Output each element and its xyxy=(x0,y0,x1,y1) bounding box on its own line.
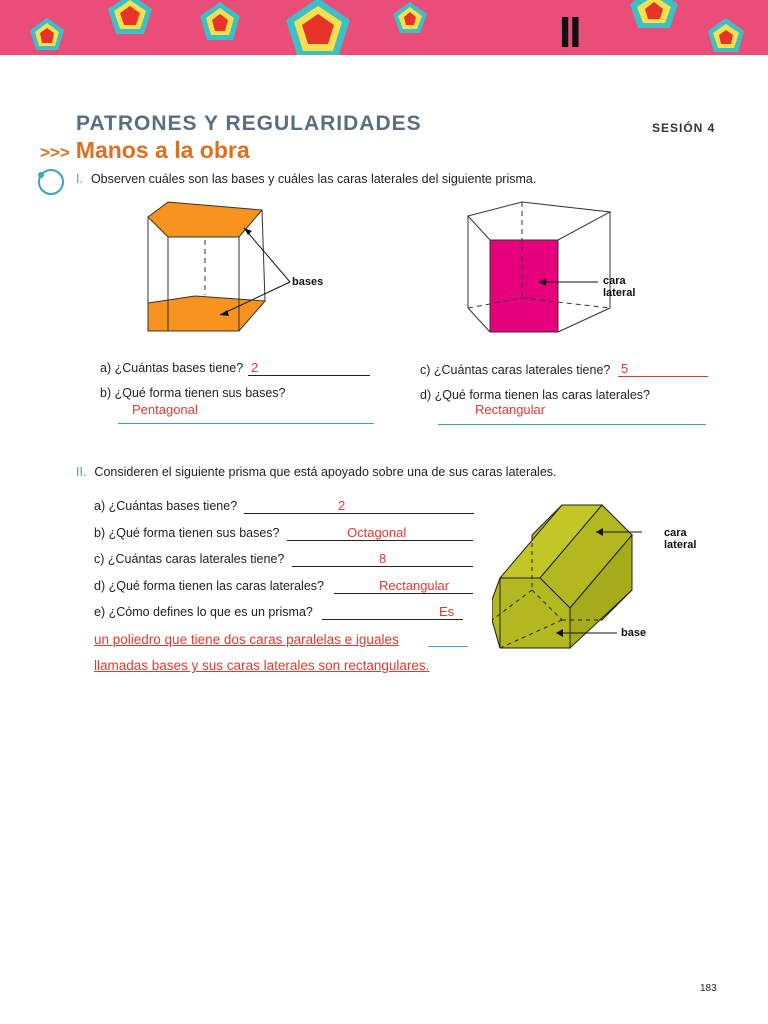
s2-answer-line-e1-tail xyxy=(428,646,468,647)
s2-answer-d[interactable]: Rectangular xyxy=(379,578,450,593)
subtitle-text: Manos a la obra xyxy=(75,137,250,163)
s2-answer-b[interactable]: Octagonal xyxy=(347,525,407,540)
s2-question-d: d) ¿Qué forma tienen las caras laterales? xyxy=(94,579,324,593)
pentagon-decoration-icon xyxy=(630,0,678,28)
base-label: base xyxy=(621,627,647,639)
s2-answer-line-e xyxy=(322,619,463,620)
section1-instruction xyxy=(76,172,536,186)
section1-text: Observen cuáles son las bases y cuáles las caras laterales del siguiente prisma. xyxy=(90,172,537,186)
s2-answer-line-b xyxy=(287,540,473,541)
pentagonal-prism-bases-figure xyxy=(140,195,340,340)
activity-circle-icon xyxy=(34,165,68,199)
section2-text: Consideren el siguiente prisma que está apoyado sobre una de sus caras laterales. xyxy=(94,465,557,479)
pentagon-decoration-icon xyxy=(30,18,64,50)
s2-question-a: a) ¿Cuántas bases tiene? xyxy=(94,499,238,513)
pentagon-decoration-icon xyxy=(708,18,744,52)
s1-question-d: d) ¿Qué forma tienen las caras laterales? xyxy=(420,388,650,402)
cara-word-2: cara xyxy=(664,527,687,539)
page-number: 183 xyxy=(700,983,717,994)
page-title: PATRONES Y REGULARIDADES xyxy=(76,112,422,135)
s2-answer-line-c xyxy=(292,566,473,567)
session-label: SESIÓN 4 xyxy=(652,121,716,135)
section2-number: II. xyxy=(76,465,87,479)
s1-answer-d[interactable]: Rectangular xyxy=(475,402,546,417)
cara-word: cara xyxy=(603,275,626,287)
s2-answer-c[interactable]: 8 xyxy=(379,551,387,566)
bases-label: bases xyxy=(292,276,324,288)
section1-number: I. xyxy=(76,172,83,186)
s2-answer-e-line1[interactable]: un poliedro que tiene dos caras paralelas e iguales xyxy=(94,632,399,647)
lateral-word: lateral xyxy=(603,287,636,299)
s1-answer-c[interactable]: 5 xyxy=(621,361,629,376)
s2-question-c: c) ¿Cuántas caras laterales tiene? xyxy=(94,552,285,566)
s1-question-a: a) ¿Cuántas bases tiene? xyxy=(100,361,244,375)
pentagon-decoration-icon xyxy=(108,0,152,34)
pentagon-decoration-icon xyxy=(200,2,240,40)
s1-answer-line-d xyxy=(438,424,706,425)
lateral-word-2: lateral xyxy=(664,539,697,551)
s1-answer-line-c xyxy=(618,376,708,377)
s2-answer-e[interactable]: Es xyxy=(439,604,455,619)
cara-lateral-label-2 xyxy=(664,527,696,551)
pentagonal-prism-lateral-figure xyxy=(460,196,620,341)
s1-question-b: b) ¿Qué forma tienen sus bases? xyxy=(100,386,286,400)
section2-instruction xyxy=(76,465,557,479)
cara-lateral-label-1 xyxy=(603,275,635,299)
pentagon-decoration-icon xyxy=(393,2,427,33)
octagonal-prism-figure xyxy=(492,500,642,652)
header-band xyxy=(0,0,768,55)
section-subtitle xyxy=(40,137,250,164)
decorative-pentagons xyxy=(0,0,768,55)
s1-answer-line-a xyxy=(248,375,370,376)
s2-answer-line-a xyxy=(244,513,474,514)
s2-answer-e-line2[interactable]: llamadas bases y sus caras laterales son rectangulares. xyxy=(94,658,430,673)
volume-number: II xyxy=(559,8,580,57)
s1-question-c: c) ¿Cuántas caras laterales tiene? xyxy=(420,363,611,377)
s2-question-e: e) ¿Cómo defines lo que es un prisma? xyxy=(94,605,313,619)
triple-chevron-icon: >>> xyxy=(40,143,70,162)
s2-answer-a[interactable]: 2 xyxy=(338,498,346,513)
s1-answer-b[interactable]: Pentagonal xyxy=(132,402,198,417)
s1-answer-line-b xyxy=(118,423,374,424)
s2-answer-line-d xyxy=(334,593,473,594)
s1-answer-a[interactable]: 2 xyxy=(251,360,259,375)
pentagon-decoration-icon xyxy=(286,0,350,55)
s2-question-b: b) ¿Qué forma tienen sus bases? xyxy=(94,526,280,540)
